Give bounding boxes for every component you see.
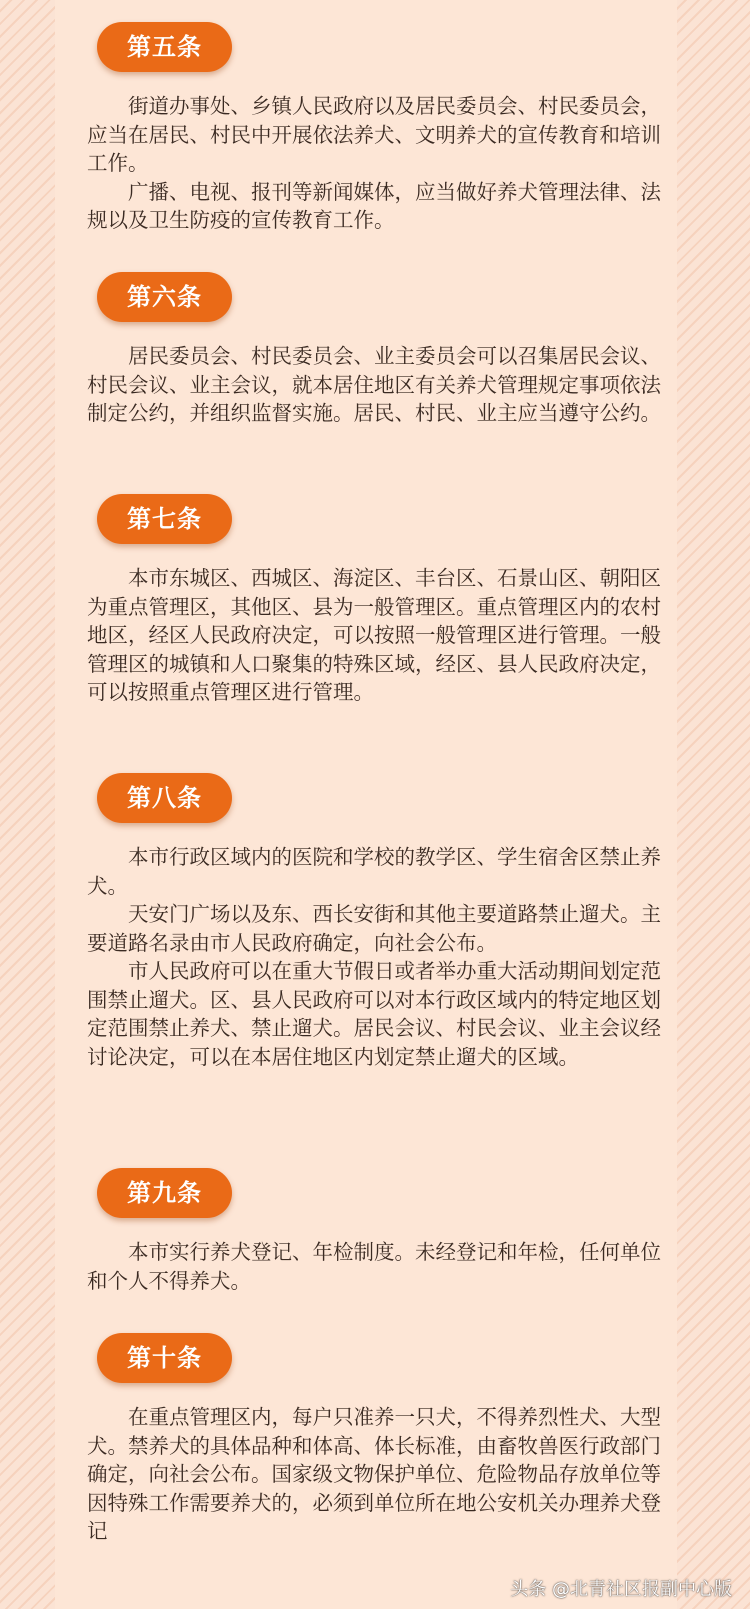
article-paragraph: 居民委员会、村民委员会、业主委员会可以召集居民会议、村民会议、业主会议，就本居住地区有关养犬管理规定事项依法制定公约，并组织监督实施。居民、村民、业主应当遵守公约。 xyxy=(87,344,661,425)
article-body xyxy=(87,564,667,707)
article-body xyxy=(87,1238,667,1295)
source-watermark: 头条 @北青社区报副中心版 xyxy=(510,1579,732,1600)
article-body xyxy=(87,843,667,1071)
article-paragraph: 广播、电视、报刊等新闻媒体，应当做好养犬管理法律、法规以及卫生防疫的宣传教育工作。 xyxy=(87,179,661,232)
article-paragraph: 在重点管理区内，每户只准养一只犬，不得养烈性犬、大型犬。禁养犬的具体品种和体高、体长标准，由畜牧兽医行政部门确定，向社会公布。国家级文物保护单位、危险物品存放单位等因特殊工作需要养犬的，必须到单位所在地公安机关办理养犬登记 xyxy=(87,1405,661,1543)
article-paragraph: 本市实行养犬登记、年检制度。未经登记和年检，任何单位和个人不得养犬。 xyxy=(87,1240,661,1293)
article-paragraph: 本市东城区、西城区、海淀区、丰台区、石景山区、朝阳区为重点管理区，其他区、县为一般管理区。重点管理区内的农村地区，经区人民政府决定，可以按照一般管理区进行管理。一般管理区的城镇和人口聚集的特殊区域，经区、县人民政府决定，可以按照重点管理区进行管理。 xyxy=(87,566,661,704)
article-title-badge: 第八条 xyxy=(97,773,232,823)
article-paragraph: 天安门广场以及东、西长安街和其他主要道路禁止遛犬。主要道路名录由市人民政府确定，向社会公布。 xyxy=(87,902,661,955)
article-title-badge: 第九条 xyxy=(97,1168,232,1218)
article-title-badge: 第七条 xyxy=(97,494,232,544)
article-paragraph: 街道办事处、乡镇人民政府以及居民委员会、村民委员会，应当在居民、村民中开展依法养犬、文明养犬的宣传教育和培训工作。 xyxy=(87,94,661,175)
article-body xyxy=(87,92,667,235)
article-title-badge: 第五条 xyxy=(97,22,232,72)
article-paragraph: 本市行政区域内的医院和学校的教学区、学生宿舍区禁止养犬。 xyxy=(87,845,661,898)
article-title-badge: 第六条 xyxy=(97,272,232,322)
article-body xyxy=(87,342,667,428)
article-title-badge: 第十条 xyxy=(97,1333,232,1383)
article-paragraph: 市人民政府可以在重大节假日或者举办重大活动期间划定范围禁止遛犬。区、县人民政府可以对本行政区域内的特定地区划定范围禁止养犬、禁止遛犬。居民会议、村民会议、业主会议经讨论决定，可以在本居住地区内划定禁止遛犬的区域。 xyxy=(87,959,661,1069)
content-panel xyxy=(55,0,677,1609)
article-body xyxy=(87,1403,667,1546)
